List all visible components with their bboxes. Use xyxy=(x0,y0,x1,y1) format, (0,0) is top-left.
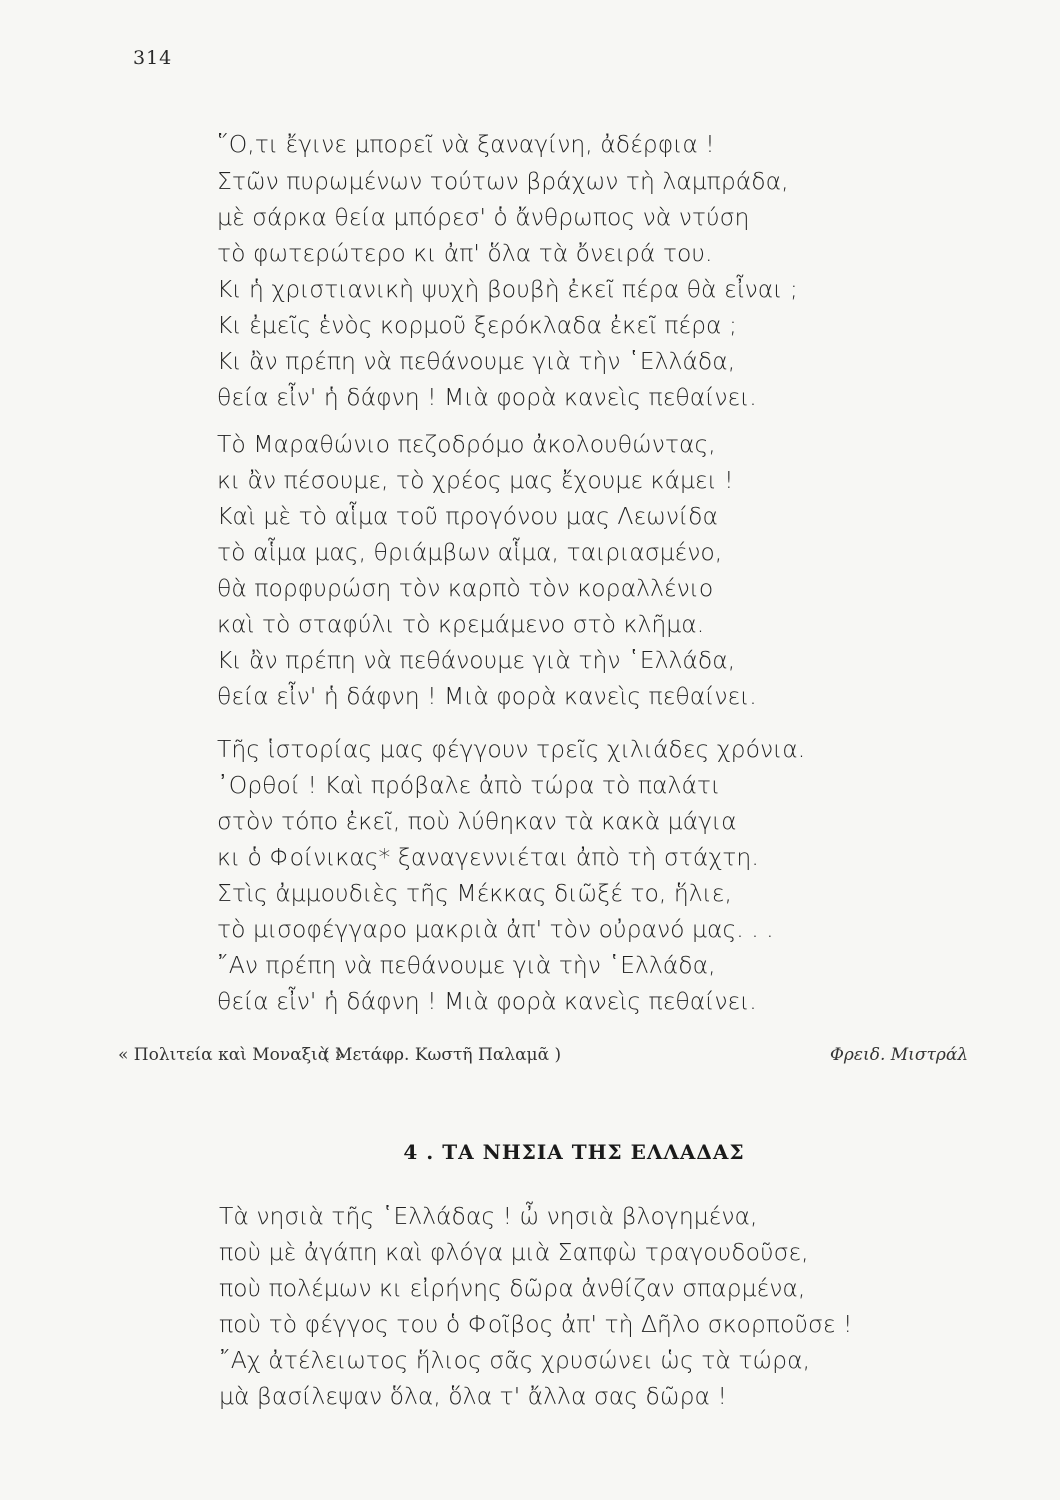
verse-line: κι ὁ Φοίνικας* ξαναγεννιέται ἀπὸ τὴ στάχτη. xyxy=(217,843,759,871)
verse-line: θεία εἶν' ἡ δάφνη ! Μιὰ φορὰ κανεὶς πεθαίνει. xyxy=(217,987,757,1015)
verse-line: τὸ μισοφέγγαρο μακριὰ ἀπ' τὸν οὐρανό μας. . . xyxy=(217,915,774,943)
verse-line: θεία εἶν' ἡ δάφνη ! Μιὰ φορὰ κανεὶς πεθαίνει. xyxy=(217,682,757,710)
verse-line: θεία εἶν' ἡ δάφνη ! Μιὰ φορὰ κανεὶς πεθαίνει. xyxy=(217,383,757,411)
verse-line: Κι ἡ χριστιανικὴ ψυχὴ βουβὴ ἐκεῖ πέρα θὰ εἶναι ; xyxy=(217,275,798,303)
verse-line: ποὺ μὲ ἀγάπη καὶ φλόγα μιὰ Σαπφὼ τραγουδοῦσε, xyxy=(219,1238,809,1266)
attribution-author: Φρειδ. Μιστράλ xyxy=(830,1045,969,1065)
verse-line: ᾿Ορθοί ! Καὶ πρόβαλε ἀπὸ τώρα τὸ παλάτι xyxy=(217,771,721,799)
verse-line: θὰ πορφυρώση τὸν καρπὸ τὸν κοραλλένιο xyxy=(217,574,714,602)
page-number: 314 xyxy=(133,47,173,69)
verse-line: Κι ἂν πρέπη νὰ πεθάνουμε γιὰ τὴν ῾Ελλάδα, xyxy=(217,646,736,674)
stanza-3 xyxy=(217,735,957,1028)
verse-line: Κι ἂν πρέπη νὰ πεθάνουμε γιὰ τὴν ῾Ελλάδα, xyxy=(217,347,736,375)
attribution-source: « Πολιτεία καὶ Μοναξιὰ » xyxy=(118,1045,346,1065)
verse-line: στὸν τόπο ἐκεῖ, ποὺ λύθηκαν τὰ κακὰ μάγια xyxy=(217,807,737,835)
verse-line: Στὶς ἀμμουδιὲς τῆς Μέκκας διῶξέ το, ἥλιε, xyxy=(217,879,732,907)
stanza-1 xyxy=(217,130,957,423)
verse-line: ῞Ο,τι ἔγινε μπορεῖ νὰ ξαναγίνη, ἀδέρφια ! xyxy=(217,130,715,158)
verse-line: ῎Αχ ἀτέλειωτος ἥλιος σᾶς χρυσώνει ὡς τὰ τώρα, xyxy=(219,1346,811,1374)
verse-line: ποὺ τὸ φέγγος του ὁ Φοῖβος ἀπ' τὴ Δῆλο σκορποῦσε ! xyxy=(219,1310,853,1338)
verse-line: μὰ βασίλεψαν ὅλα, ὅλα τ' ἄλλα σας δῶρα ! xyxy=(219,1382,727,1410)
verse-line: μὲ σάρκα θεία μπόρεσ' ὁ ἄνθρωπος νὰ ντύση xyxy=(217,203,750,231)
verse-line: Στῶν πυρωμένων τούτων βράχων τὴ λαμπράδα, xyxy=(217,167,789,195)
verse-line: Κι ἐμεῖς ἑνὸς κορμοῦ ξερόκλαδα ἐκεῖ πέρα ; xyxy=(217,311,737,339)
attribution-translator: ( Μετάφρ. Κωστῆ Παλαμᾶ ) xyxy=(323,1045,562,1065)
stanza-2 xyxy=(217,430,957,723)
verse-line: τὸ αἷμα μας, θριάμβων αἷμα, ταιριασμένο, xyxy=(217,538,723,566)
verse-line: καὶ τὸ σταφύλι τὸ κρεμάμενο στὸ κλῆμα. xyxy=(217,610,705,638)
section-title: 4 . ΤΑ ΝΗΣΙΑ ΤΗΣ ΕΛΛΑΔΑΣ xyxy=(403,1140,745,1164)
verse-line: Τῆς ἱστορίας μας φέγγουν τρεῖς χιλιάδες χρόνια. xyxy=(217,735,806,763)
verse-line: Καὶ μὲ τὸ αἷμα τοῦ προγόνου μας Λεωνίδα xyxy=(217,502,718,530)
stanza-4 xyxy=(219,1202,979,1425)
verse-line: τὸ φωτερώτερο κι ἀπ' ὅλα τὰ ὄνειρά του. xyxy=(217,239,713,267)
verse-line: κι ἂν πέσουμε, τὸ χρέος μας ἔχουμε κάμει ! xyxy=(217,466,734,494)
verse-line: ποὺ πολέμων κι εἰρήνης δῶρα ἀνθίζαν σπαρμένα, xyxy=(219,1274,806,1302)
verse-line: ῎Αν πρέπη νὰ πεθάνουμε γιὰ τὴν ῾Ελλάδα, xyxy=(217,951,716,979)
verse-line: Τὰ νησιὰ τῆς ῾Ελλάδας ! ὦ νησιὰ βλογημένα, xyxy=(219,1202,758,1230)
verse-line: Τὸ Μαραθώνιο πεζοδρόμο ἀκολουθώντας, xyxy=(217,430,716,458)
